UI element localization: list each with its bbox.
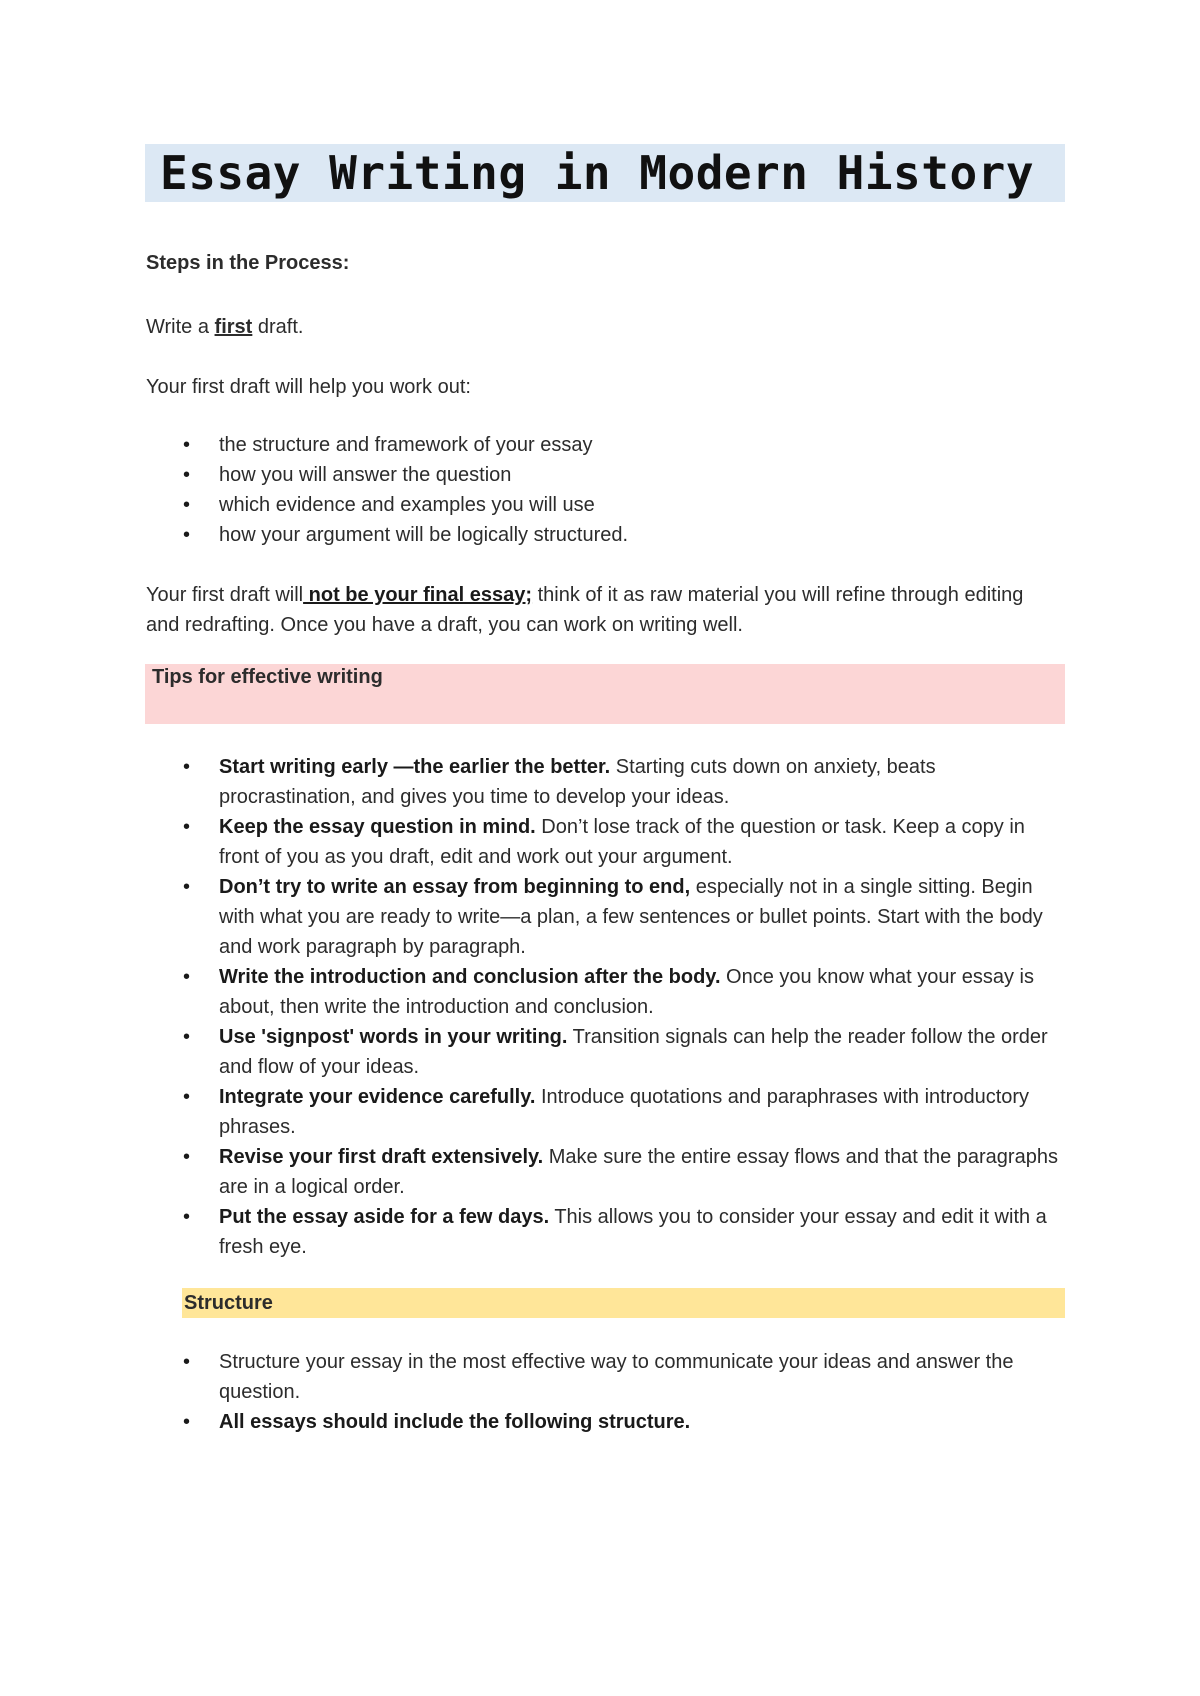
tip-lead: Put the essay aside for a few days. (219, 1206, 550, 1228)
tip-lead: Start writing early —the earlier the better. (219, 756, 611, 778)
structure-item (183, 1407, 1063, 1437)
list-item: • how your argument will be logically structured. (183, 520, 983, 550)
structure-heading: Structure (184, 1292, 273, 1314)
write-draft-emphasis: first (214, 316, 253, 338)
write-draft-pre: Write a (146, 316, 215, 338)
structure-item: • Structure your essay in the most effective way to communicate your ideas and answer the question. (183, 1347, 1063, 1407)
tip-item (183, 1082, 1063, 1142)
tip-lead: Use 'signpost' words in your writing. (219, 1026, 568, 1048)
document-title: Essay Writing in Modern History (160, 146, 1035, 200)
tip-item (183, 812, 1063, 872)
tip-text: Make sure the entire essay flows and that the paragraphs are in a logical order. (219, 1146, 1058, 1198)
tip-text: Transition signals can help the reader follow the order and flow of your ideas. (219, 1026, 1048, 1078)
list-item: • the structure and framework of your essay (183, 430, 983, 460)
write-draft-line (146, 312, 303, 342)
structure-highlight-band (182, 1288, 1065, 1318)
tip-lead: Revise your first draft extensively. (219, 1146, 544, 1168)
tip-item (183, 1142, 1063, 1202)
tip-item (183, 962, 1063, 1022)
structure-list (183, 1347, 1063, 1437)
tip-item (183, 872, 1063, 962)
tip-lead: Keep the essay question in mind. (219, 816, 536, 838)
tip-lead: Don’t try to write an essay from beginning to end, (219, 876, 691, 898)
draft-para-post: think of it as raw material you will refine through editing and redrafting. Once you have a draft, you can work on writing well. (146, 584, 1024, 636)
tip-item (183, 1202, 1063, 1262)
tip-text: Introduce quotations and paraphrases with introductory phrases. (219, 1086, 1030, 1138)
tip-item (183, 752, 1063, 812)
tips-heading: Tips for effective writing (152, 666, 383, 688)
work-out-list (183, 430, 983, 550)
structure-item-bold: All essays should include the following structure. (219, 1411, 691, 1433)
write-draft-post: draft. (252, 316, 304, 338)
tip-item (183, 1022, 1063, 1082)
tips-list (183, 752, 1063, 1262)
steps-heading: Steps in the Process: (146, 252, 350, 274)
tip-lead: Write the introduction and conclusion after the body. (219, 966, 721, 988)
tip-text: This allows you to consider your essay and edit it with a fresh eye. (219, 1206, 1047, 1258)
tip-text: Don’t lose track of the question or task. Keep a copy in front of you as you draft, edit and work out your argument. (219, 816, 1025, 868)
list-item: • how you will answer the question (183, 460, 983, 490)
list-item: • which evidence and examples you will use (183, 490, 983, 520)
tip-text: Starting cuts down on anxiety, beats procrastination, and gives you time to develop your ideas. (219, 756, 936, 808)
draft-para-pre: Your first draft will (146, 584, 304, 606)
draft-paragraph (146, 580, 1026, 640)
tip-text: especially not in a single sitting. Begin with what you are ready to write—a plan, a few sentences or bullet points. Start with the body and work paragraph by paragraph. (219, 876, 1043, 958)
draft-para-emphasis: not be your final essay; (303, 584, 533, 606)
tip-lead: Integrate your evidence carefully. (219, 1086, 536, 1108)
tip-text: Once you know what your essay is about, then write the introduction and conclusion. (219, 966, 1034, 1018)
intro-line: Your first draft will help you work out: (146, 376, 471, 398)
